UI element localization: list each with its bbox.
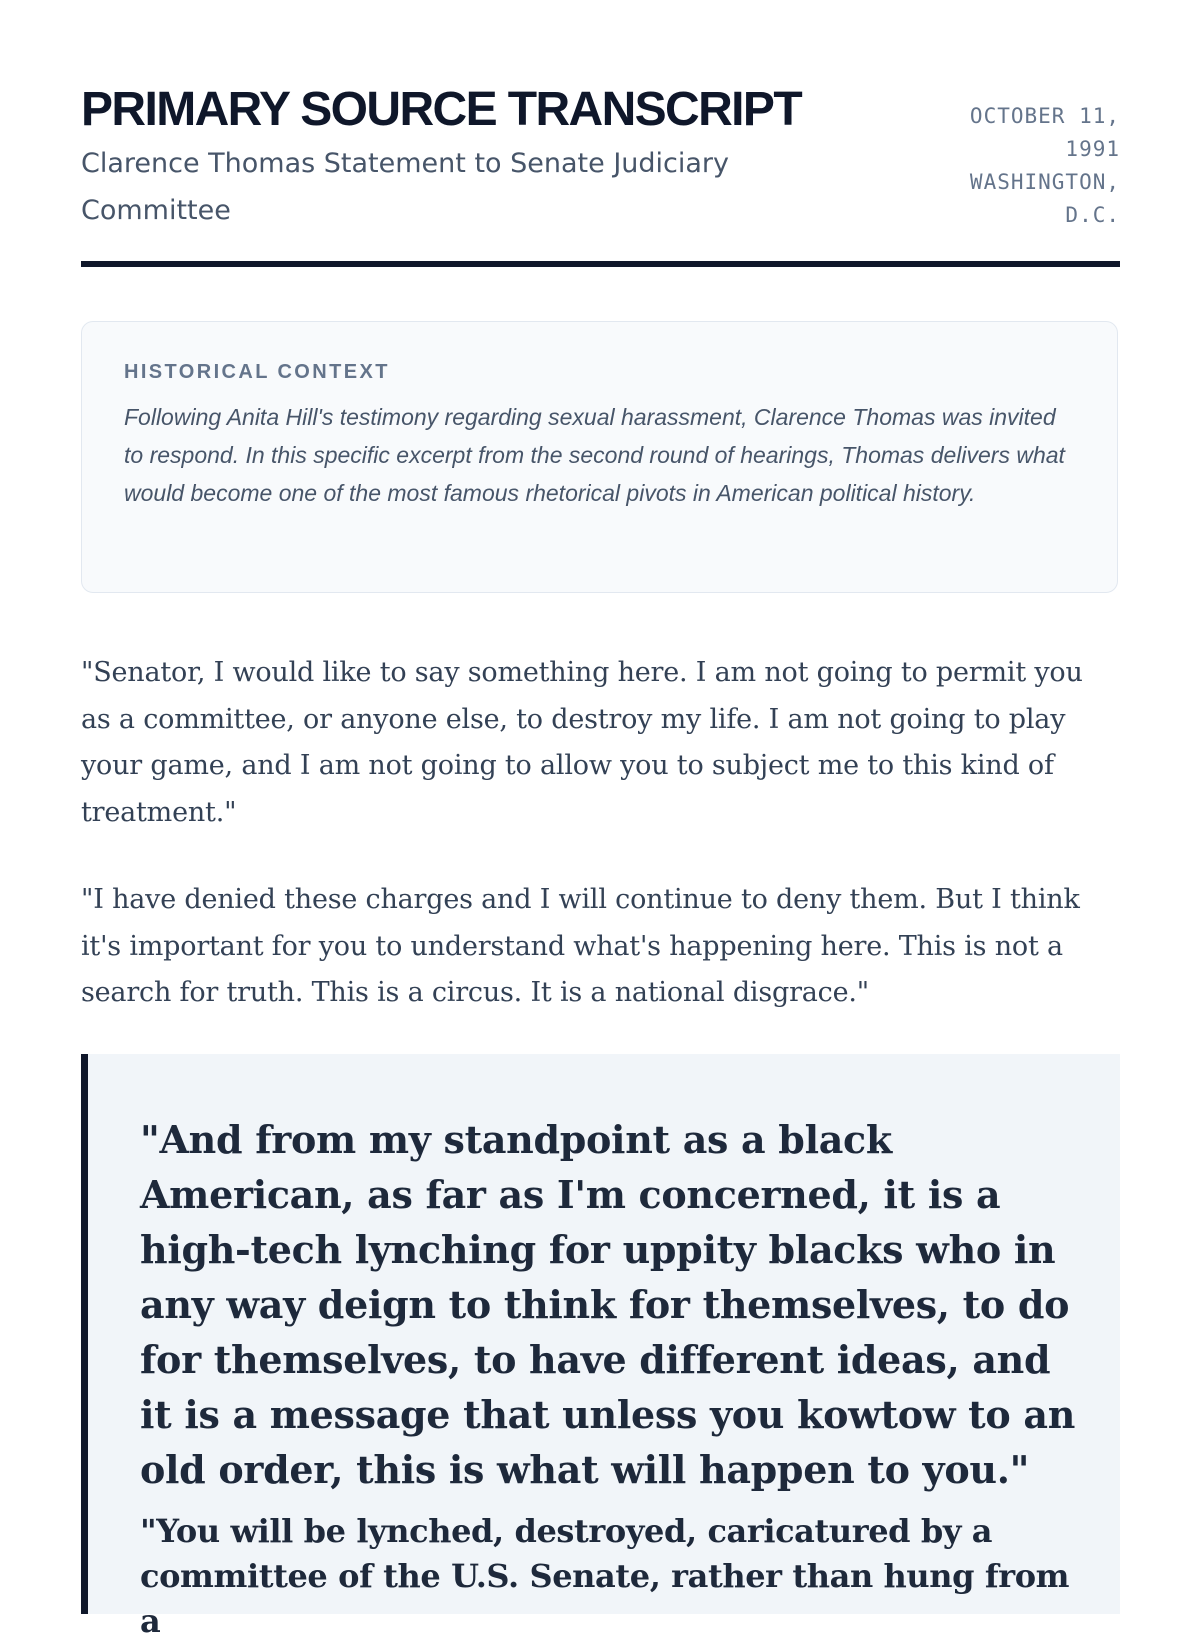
date-year: 1991 bbox=[1065, 137, 1120, 161]
context-label: HISTORICAL CONTEXT bbox=[124, 361, 390, 383]
document-subtitle: Clarence Thomas Statement to Senate Judiciary Committee bbox=[81, 148, 730, 226]
transcript-paragraph: "Senator, I would like to say something here. I am not going to permit you as a committee, or anyone else, to destroy my life. I am not going to play your game, and I am not going to allow you to subject me to this kind of treatment." bbox=[81, 657, 1083, 828]
location-line: WASHINGTON, bbox=[969, 170, 1120, 194]
document-title: PRIMARY SOURCE TRANSCRIPT bbox=[81, 83, 802, 136]
date-location-block bbox=[940, 100, 1120, 232]
context-text: Following Anita Hill's testimony regarding sexual harassment, Clarence Thomas was invited to respond. In this specific excerpt from the second round of hearings, Thomas delivers what would become one of the most famous rhetorical pivots in American political history. bbox=[124, 404, 1065, 506]
transcript-paragraph: "I have denied these charges and I will continue to deny them. But I think it's important for you to understand what's happening here. This is not a search for truth. This is a circus. It is a national disgrace." bbox=[81, 884, 1080, 1008]
document-header bbox=[81, 0, 1120, 268]
pull-quote-continuation: "You will be lynched, destroyed, caricatured by a committee of the U.S. Senate, rather than hung from a bbox=[140, 1512, 1070, 1640]
pull-quote-text: "And from my standpoint as a black American, as far as I'm concerned, it is a high-tech lynching for uppity blacks who in any way deign to think for themselves, to do for themselves, to have different ideas, and it is a message that unless you kowtow to an old order, this is what will happen to you." bbox=[140, 1117, 1076, 1492]
pull-quote bbox=[81, 1054, 1120, 1640]
header-divider bbox=[81, 261, 1120, 267]
document-page bbox=[81, 0, 1120, 1640]
location-state: D.C. bbox=[1065, 203, 1120, 227]
date-line: OCTOBER 11, bbox=[969, 104, 1120, 128]
historical-context-box bbox=[81, 321, 1118, 593]
